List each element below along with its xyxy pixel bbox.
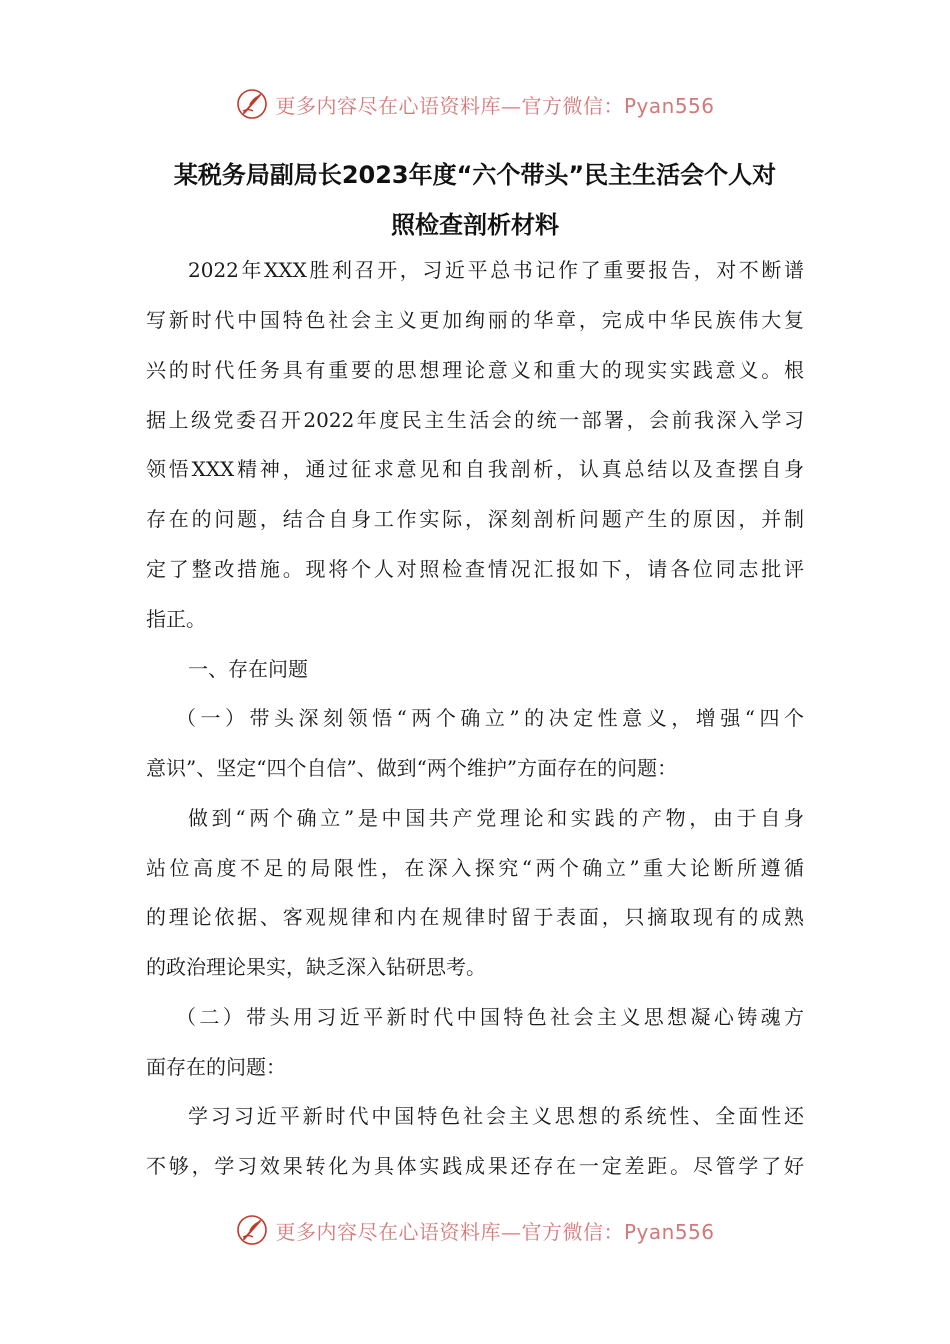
body-line: 2022年XXX胜利召开，习近平总书记作了重要报告，对不断谱: [188, 258, 804, 282]
wechat-id: Pyan556: [623, 93, 715, 118]
subsection-heading-cont: 面存在的问题：: [146, 1055, 286, 1079]
body-line: 定了整改措施。现将个人对照检查情况汇报如下，请各位同志批评: [146, 557, 804, 581]
body-line: 兴的时代任务具有重要的思想理论意义和重大的现实实践意义。根: [146, 358, 804, 382]
body-line: 站位高度不足的局限性，在深入探究“两个确立”重大论断所遵循: [146, 856, 804, 880]
wechat-id: Pyan556: [623, 1219, 715, 1244]
body-line: 的理论依据、客观规律和内在规律时留于表面，只摘取现有的成熟: [146, 905, 804, 929]
header-watermark-banner: [0, 84, 950, 124]
watermark-text: 更多内容尽在心语资料库—官方微信：Pyan556: [275, 93, 715, 118]
body-line: 不够，学习效果转化为具体实践成果还存在一定差距。尽管学了好: [146, 1154, 804, 1178]
subsection-heading-cont: 意识”、坚定“四个自信”、做到“两个维护”方面存在的问题：: [146, 756, 678, 780]
body-line: 的政治理论果实，缺乏深入钻研思考。: [146, 955, 486, 979]
quill-logo-icon: [235, 87, 269, 121]
watermark-text: 更多内容尽在心语资料库—官方微信：Pyan556: [275, 1219, 715, 1244]
quill-logo-icon: [235, 1213, 269, 1247]
body-line: 存在的问题，结合自身工作实际，深刻剖析问题产生的原因，并制: [146, 507, 804, 531]
body-line: 指正。: [146, 607, 206, 631]
section-heading: 一、存在问题: [188, 657, 308, 681]
body-line: 领悟XXX精神，通过征求意见和自我剖析，认真总结以及查摆自身: [146, 457, 804, 481]
body-line: 据上级党委召开2022年度民主生活会的统一部署，会前我深入学习: [146, 408, 804, 432]
body-line: 写新时代中国特色社会主义更加绚丽的华章，完成中华民族伟大复: [146, 308, 804, 332]
subsection-heading: （一）带头深刻领悟“两个确立”的决定性意义，增强“四个: [176, 706, 804, 730]
body-line: 做到“两个确立”是中国共产党理论和实践的产物，由于自身: [188, 806, 804, 830]
footer-watermark-banner: [0, 1210, 950, 1250]
body-line: 学习习近平新时代中国特色社会主义思想的系统性、全面性还: [188, 1104, 804, 1128]
document-title-line-2: 照检查剖析材料: [391, 211, 559, 239]
subsection-heading: （二）带头用习近平新时代中国特色社会主义思想凝心铸魂方: [176, 1005, 804, 1029]
document-title-line-1: 某税务局副局长2023年度“六个带头”民主生活会个人对: [173, 161, 777, 189]
